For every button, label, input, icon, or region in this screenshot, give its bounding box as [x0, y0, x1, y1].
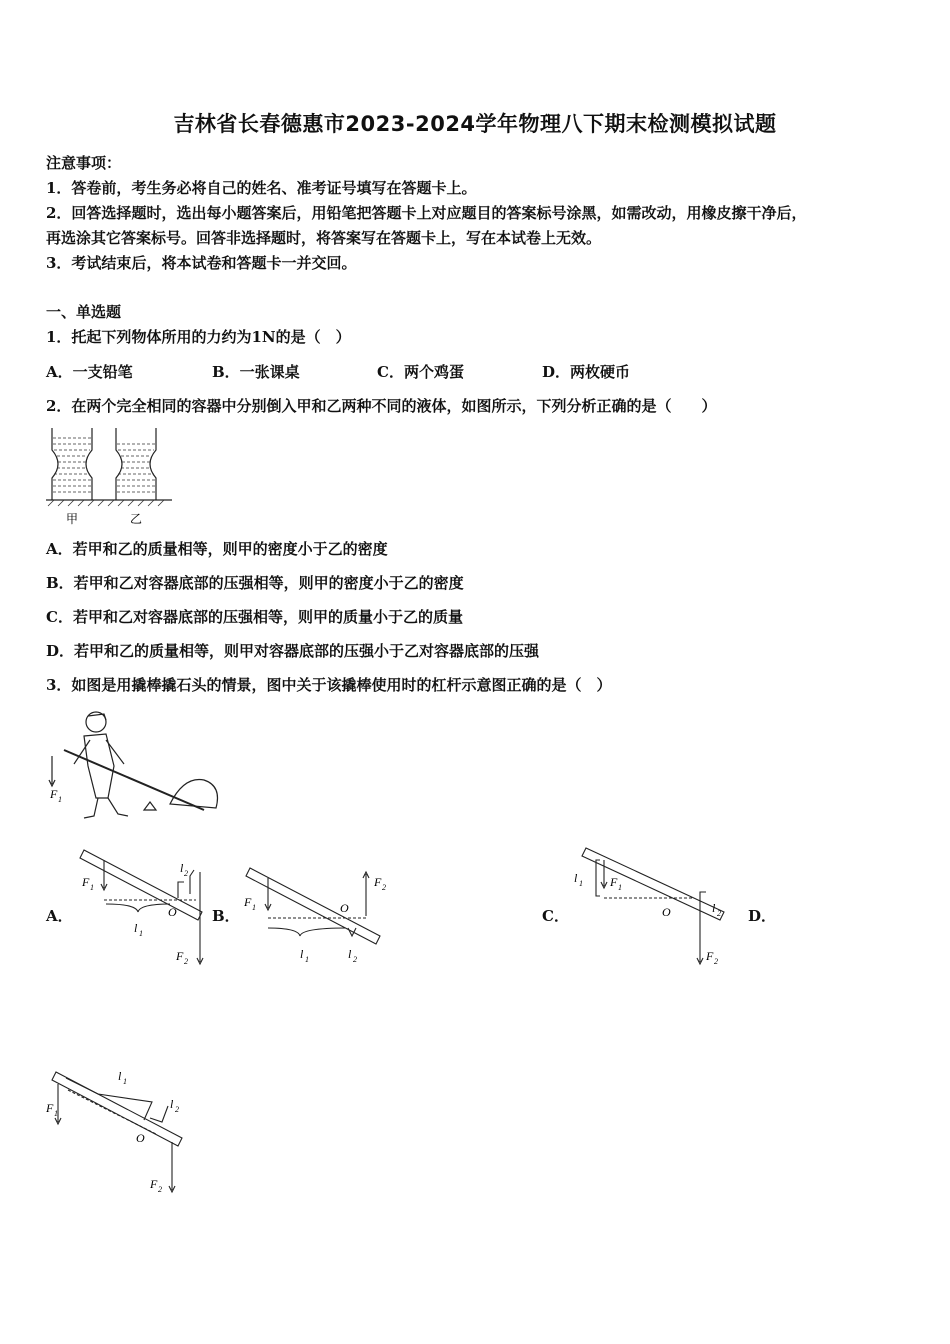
q3-option-b: B． — [212, 907, 240, 925]
svg-text:1: 1 — [305, 955, 309, 964]
pivot-o: O — [340, 901, 349, 915]
container-jia-left-wall — [52, 428, 58, 500]
svg-text:1: 1 — [90, 883, 94, 892]
container-yi-left-wall — [116, 428, 122, 500]
q3-prying-scene — [44, 706, 224, 824]
svg-text:1: 1 — [139, 929, 143, 938]
svg-text:l: l — [348, 947, 352, 961]
svg-text:2: 2 — [353, 955, 357, 964]
notice-item-2-cont: 再选涂其它答案标号。回答非选择题时，将答案写在答题卡上，写在本试卷上无效。 — [46, 229, 602, 247]
scene-f1-sub: 1 — [58, 795, 62, 804]
svg-text:l: l — [712, 901, 716, 915]
pivot-o: O — [136, 1131, 145, 1145]
q3-option-d: D． — [748, 907, 777, 925]
lever-diagram-c — [570, 840, 738, 970]
svg-text:F: F — [244, 895, 252, 909]
svg-text:2: 2 — [184, 957, 188, 966]
svg-text:1: 1 — [123, 1077, 127, 1086]
label-jia: 甲 — [66, 512, 79, 526]
svg-text:l: l — [180, 861, 184, 875]
svg-text:F: F — [374, 875, 382, 889]
container-jia-right-wall — [86, 428, 92, 500]
svg-text:1: 1 — [252, 903, 256, 912]
q3-stem: 3．如图是用撬棒撬石头的情景，图中关于该撬棒使用时的杠杆示意图正确的是（ ） — [46, 676, 612, 694]
rock — [170, 780, 218, 809]
svg-text:l: l — [574, 871, 578, 885]
svg-text:1: 1 — [54, 1109, 58, 1118]
svg-text:2: 2 — [175, 1105, 179, 1114]
svg-text:1: 1 — [579, 879, 583, 888]
q1-option-a: A．一支铅笔 — [46, 363, 133, 381]
section-heading: 一、单选题 — [46, 303, 122, 321]
q1-stem: 1．托起下列物体所用的力约为1N的是（ ） — [46, 328, 351, 346]
svg-text:l: l — [300, 947, 304, 961]
q1-option-b: B．一张课桌 — [212, 363, 300, 381]
pivot-o: O — [662, 905, 671, 919]
svg-text:F: F — [82, 875, 90, 889]
q2-option-a: A．若甲和乙的质量相等，则甲的密度小于乙的密度 — [46, 540, 388, 558]
svg-text:l: l — [118, 1069, 122, 1083]
svg-text:1: 1 — [618, 883, 622, 892]
pry-bar — [64, 750, 204, 810]
q2-stem: 2．在两个完全相同的容器中分别倒入甲和乙两种不同的液体，如图所示，下列分析正确的是（ ） — [46, 397, 717, 415]
page-title: 吉林省长春德惠市2023-2024学年物理八下期末检测模拟试题 — [173, 112, 777, 136]
lever-diagram-b — [238, 860, 398, 968]
lever-diagram-d — [44, 1062, 194, 1198]
pivot-o: O — [168, 905, 177, 919]
svg-text:F: F — [46, 1101, 54, 1115]
svg-text:l: l — [134, 921, 138, 935]
q1-option-d: D．两枚硬币 — [542, 363, 631, 381]
svg-text:F: F — [150, 1177, 158, 1191]
svg-text:2: 2 — [184, 869, 188, 878]
svg-text:2: 2 — [158, 1185, 162, 1194]
svg-text:2: 2 — [714, 957, 718, 966]
q2-option-c: C．若甲和乙对容器底部的压强相等，则甲的质量小于乙的质量 — [46, 608, 463, 626]
q2-containers-figure — [44, 422, 184, 530]
scene-f1-label: F — [50, 787, 58, 801]
lever-bar — [582, 848, 724, 920]
svg-text:F: F — [706, 949, 714, 963]
q3-option-c: C． — [542, 907, 569, 925]
notice-heading: 注意事项： — [46, 154, 122, 172]
svg-text:l: l — [170, 1097, 174, 1111]
svg-text:F: F — [176, 949, 184, 963]
q1-option-c: C．两个鸡蛋 — [377, 363, 464, 381]
svg-text:2: 2 — [382, 883, 386, 892]
notice-item-2: 2．回答选择题时，选出每小题答案后，用铅笔把答题卡上对应题目的答案标号涂黑，如需改动，用橡皮擦干净后， — [46, 204, 807, 222]
q2-option-b: B．若甲和乙对容器底部的压强相等，则甲的密度小于乙的密度 — [46, 574, 464, 592]
lever-diagram-a — [76, 842, 212, 972]
container-yi-right-wall — [150, 428, 156, 500]
lever-bar — [80, 850, 202, 920]
label-yi: 乙 — [130, 512, 143, 526]
q3-option-a: A． — [46, 907, 73, 925]
notice-item-1: 1．答卷前，考生务必将自己的姓名、准考证号填写在答题卡上。 — [46, 179, 477, 197]
svg-text:2: 2 — [717, 909, 721, 918]
q2-option-d: D．若甲和乙的质量相等，则甲对容器底部的压强小于乙对容器底部的压强 — [46, 642, 540, 660]
lever-bar — [52, 1072, 182, 1146]
fulcrum — [144, 802, 156, 810]
svg-text:F: F — [610, 875, 618, 889]
notice-item-3: 3．考试结束后，将本试卷和答题卡一并交回。 — [46, 254, 357, 272]
